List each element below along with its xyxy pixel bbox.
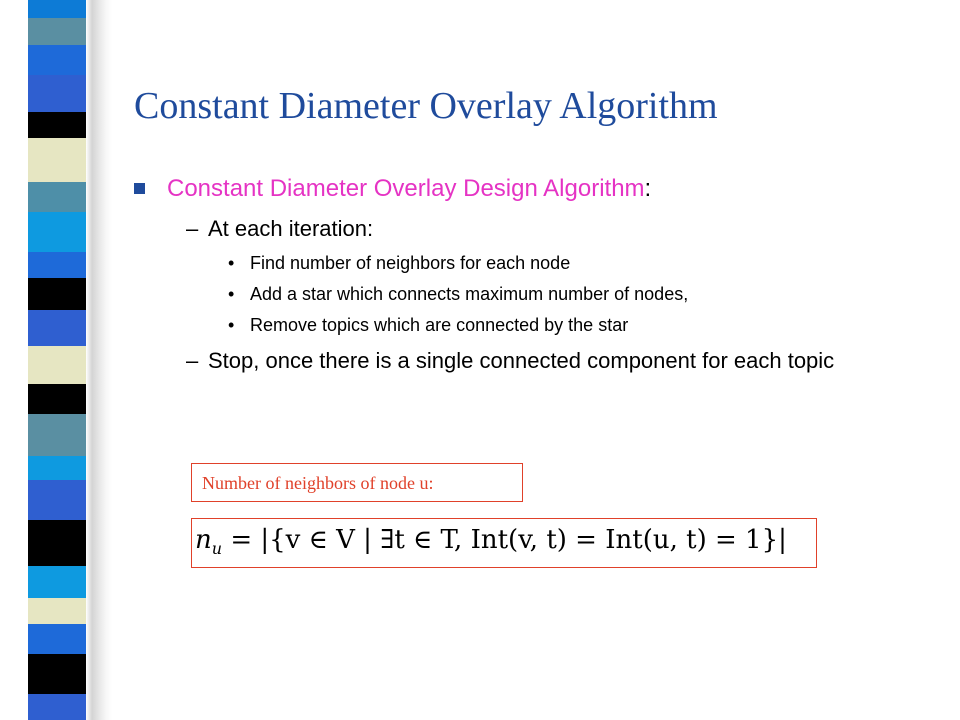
- dot-bullet: •: [228, 315, 235, 335]
- formula-box: [191, 518, 817, 568]
- sub-bullet-text: At each iteration:: [208, 216, 374, 241]
- step-text: Add a star which connects maximum number of nodes,: [250, 284, 689, 304]
- definition-label-box: [191, 463, 523, 502]
- slide-title: Constant Diameter Overlay Algorithm: [134, 85, 718, 127]
- main-bullet-text: Constant Diameter Overlay Design Algorithm:: [167, 175, 652, 202]
- decorative-stripe-bar: [0, 0, 112, 720]
- dash-bullet: –: [186, 348, 199, 373]
- dot-bullet: •: [228, 253, 235, 273]
- step-text: Find number of neighbors for each node: [250, 253, 571, 273]
- dash-bullet: –: [186, 216, 199, 241]
- definition-label: Number of neighbors of node u:: [202, 473, 434, 493]
- formula-lhs-subscript: u: [211, 539, 223, 559]
- sub-bullet-text: Stop, once there is a single connected component for each topic: [208, 348, 835, 373]
- square-bullet-icon: [134, 183, 145, 194]
- step-text: Remove topics which are connected by the star: [250, 315, 629, 335]
- formula-lhs: n: [195, 525, 212, 555]
- formula-rhs: = |{v ∈ V | ∃t ∈ T, Int(v, t) = Int(u, t) = 1}|: [222, 525, 787, 555]
- dot-bullet: •: [228, 284, 235, 304]
